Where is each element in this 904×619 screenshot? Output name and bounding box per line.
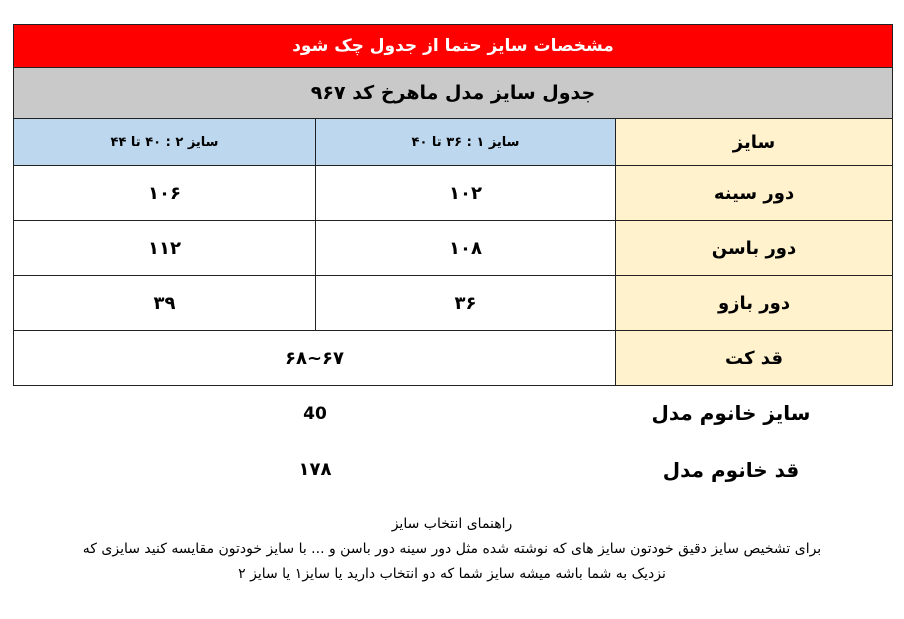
bust-size1: ۱۰۲: [316, 166, 616, 221]
guide-title: راهنمای انتخاب سایز: [391, 516, 513, 532]
bust-label: دور سینه: [616, 166, 893, 221]
table-row: [14, 166, 893, 221]
guide-line-1: برای تشخیص سایز دقیق خودتون سایز های که نوشته شده مثل دور سینه دور باسن و ... با سایز خودتون مقایسه کنید سایزی که: [82, 541, 822, 557]
model-size-label: سایز خانوم مدل: [651, 401, 811, 425]
arm-size2: ۳۹: [14, 276, 316, 331]
hip-label: دور باسن: [616, 221, 893, 276]
table-subtitle: جدول سایز مدل ماهرخ کد ۹۶۷: [14, 68, 893, 119]
header-size2: سایز ۲ : ۴۰ تا ۴۴: [14, 119, 316, 166]
header-label: سایز: [616, 119, 893, 166]
model-height-label: قد خانوم مدل: [662, 458, 800, 482]
header-size1: سایز ۱ : ۳۶ تا ۴۰: [316, 119, 616, 166]
arm-label: دور بازو: [616, 276, 893, 331]
table-row: [14, 331, 893, 386]
size-guide: [20, 512, 884, 587]
hip-size1: ۱۰۸: [316, 221, 616, 276]
coat-length-label: قد کت: [616, 331, 893, 386]
arm-size1: ۳۶: [316, 276, 616, 331]
model-size-value: 40: [303, 404, 327, 424]
table-row: [14, 276, 893, 331]
table-row: [14, 221, 893, 276]
hip-size2: ۱۱۲: [14, 221, 316, 276]
coat-length-value: ۶۸~۶۷: [14, 331, 616, 386]
model-height-value: ۱۷۸: [298, 459, 332, 480]
table-title: مشخصات سایز حتما از جدول چک شود: [14, 25, 893, 68]
guide-line-2: نزدیک به شما باشه میشه سایز شما که دو انتخاب دارید یا سایز۱ یا سایز ۲: [238, 566, 666, 582]
bust-size2: ۱۰۶: [14, 166, 316, 221]
size-table: [13, 24, 893, 386]
